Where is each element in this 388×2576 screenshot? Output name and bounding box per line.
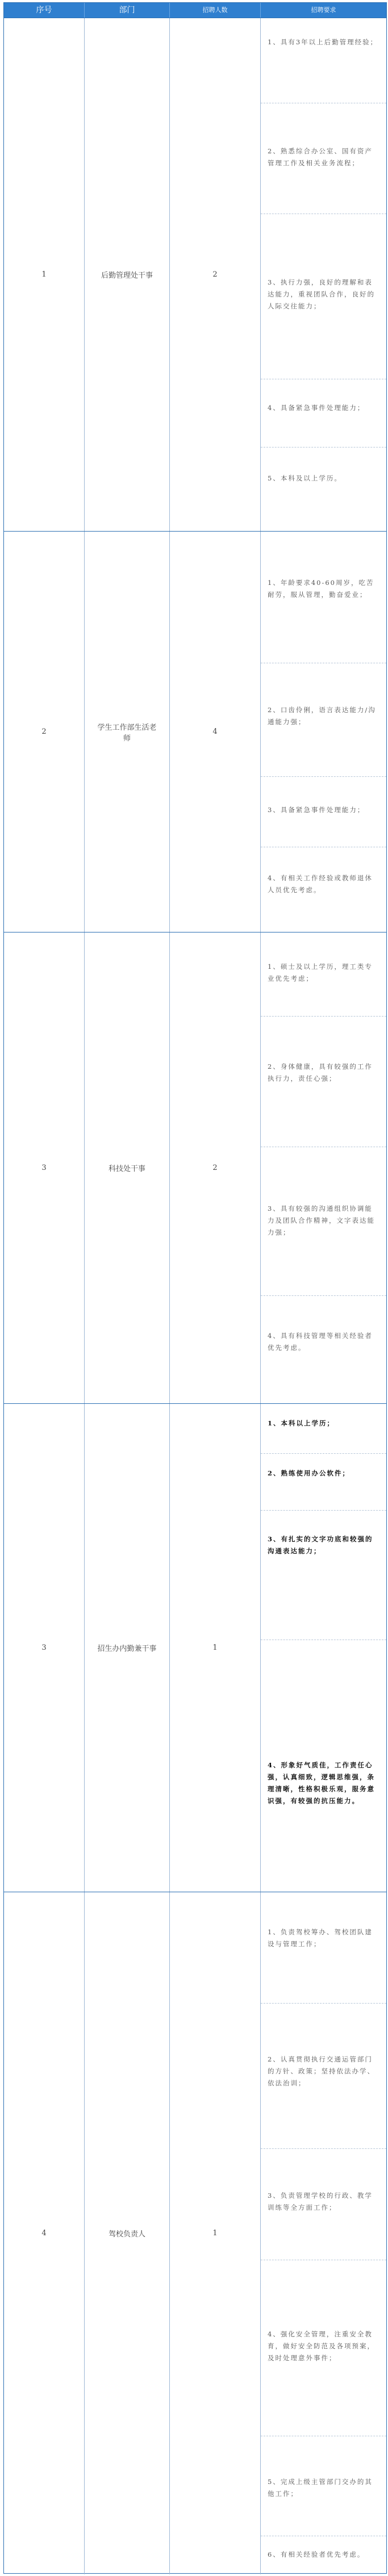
requirement-item: 5、完成上级主管部门交办的其他工作；	[261, 2436, 386, 2536]
requirement-item: 1、具有3年以上后勤管理经验；	[261, 18, 386, 103]
requirement-item: 2、认真贯彻执行交通运管部门的方针、政策；坚持依法办学、依法治训；	[261, 2004, 386, 2149]
header-req: 招聘要求	[311, 6, 336, 14]
row-no: 4	[4, 1892, 85, 2574]
row-dept: 驾校负责人	[85, 1892, 170, 2574]
row-no: 2	[4, 532, 85, 932]
row-dept: 科技处干事	[85, 932, 170, 1403]
row-dept: 学生工作部生活老师	[85, 532, 170, 932]
requirement-item: 1、年龄要求40-60周岁，吃苦耐劳，服从管理，勤奋爱业；	[261, 532, 386, 663]
row-no: 3	[4, 1404, 85, 1892]
requirement-item: 3、执行力强，良好的理解和表达能力，重视团队合作，良好的人际交往能力；	[261, 214, 386, 379]
requirement-item: 1、硕士及以上学历，理工类专业优先考虑；	[261, 932, 386, 1017]
table-row	[4, 1892, 386, 2574]
row-count: 1	[170, 1404, 261, 1892]
row-requirements	[261, 18, 386, 531]
requirement-item: 2、身体健康，具有较强的工作执行力，责任心强；	[261, 1017, 386, 1147]
row-count: 2	[170, 18, 261, 531]
table-row	[4, 531, 386, 932]
header-count: 招聘人数	[170, 3, 261, 18]
row-count: 4	[170, 532, 261, 932]
requirement-item: 4、形象好气质佳，工作责任心强，认真细致，逻辑思维强，条理清晰，性格积极乐观，服务意识强，有较强的抗压能力。	[268, 1761, 375, 1805]
requirement-item: 4、有相关工作经验或教师退休人员优先考虑。	[268, 874, 373, 894]
row-count: 1	[170, 1892, 261, 2574]
requirement-item: 1、负责驾校筹办、驾校团队建设与管理工作；	[261, 1892, 386, 2004]
requirement-item: 3、负责管理学校的行政、教学训练等全方面工作；	[261, 2149, 386, 2260]
row-count: 2	[170, 932, 261, 1403]
requirement-item: 4、具备紧急事件处理能力；	[261, 379, 386, 448]
table-row	[4, 18, 386, 531]
requirement-item: 4、强化安全管理，注重安全教育，做好安全防范及各项预案，及时处理意外事件；	[261, 2260, 386, 2436]
requirement-item: 5、本科及以上学历。	[268, 474, 342, 482]
row-requirements	[261, 532, 386, 932]
table-header	[4, 3, 386, 18]
row-requirements	[261, 932, 386, 1403]
row-dept: 招生办内勤兼干事	[85, 1404, 170, 1892]
row-requirements	[261, 1404, 386, 1892]
requirement-item: 2、口齿伶俐，语言表达能力/沟通能力强；	[261, 663, 386, 777]
requirement-item: 2、熟悉综合办公室、国有资产管理工作及相关业务流程；	[261, 103, 386, 214]
requirement-item: 6、有相关经验者优先考虑。	[268, 2550, 365, 2558]
requirement-item: 3、有扎实的文字功底和较强的沟通表达能力；	[261, 1511, 386, 1640]
header-dept: 部门	[85, 3, 170, 18]
row-no: 1	[4, 18, 85, 531]
requirement-item: 4、具有科技管理等相关经验者优先考虑。	[268, 1332, 373, 1352]
recruitment-table	[3, 2, 387, 2574]
table-row	[4, 932, 386, 1403]
row-dept: 后勤管理处干事	[85, 18, 170, 531]
requirement-item: 1、本科以上学历；	[261, 1404, 386, 1454]
table-row	[4, 1403, 386, 1892]
requirement-item: 2、熟练使用办公软件；	[261, 1454, 386, 1511]
row-no: 3	[4, 932, 85, 1403]
header-no: 序号	[4, 3, 85, 18]
row-requirements	[261, 1892, 386, 2574]
requirement-item: 3、具备紧急事件处理能力；	[261, 777, 386, 847]
requirement-item: 3、具有较强的沟通组织协调能力及团队合作精神，文字表达能力强；	[261, 1147, 386, 1296]
